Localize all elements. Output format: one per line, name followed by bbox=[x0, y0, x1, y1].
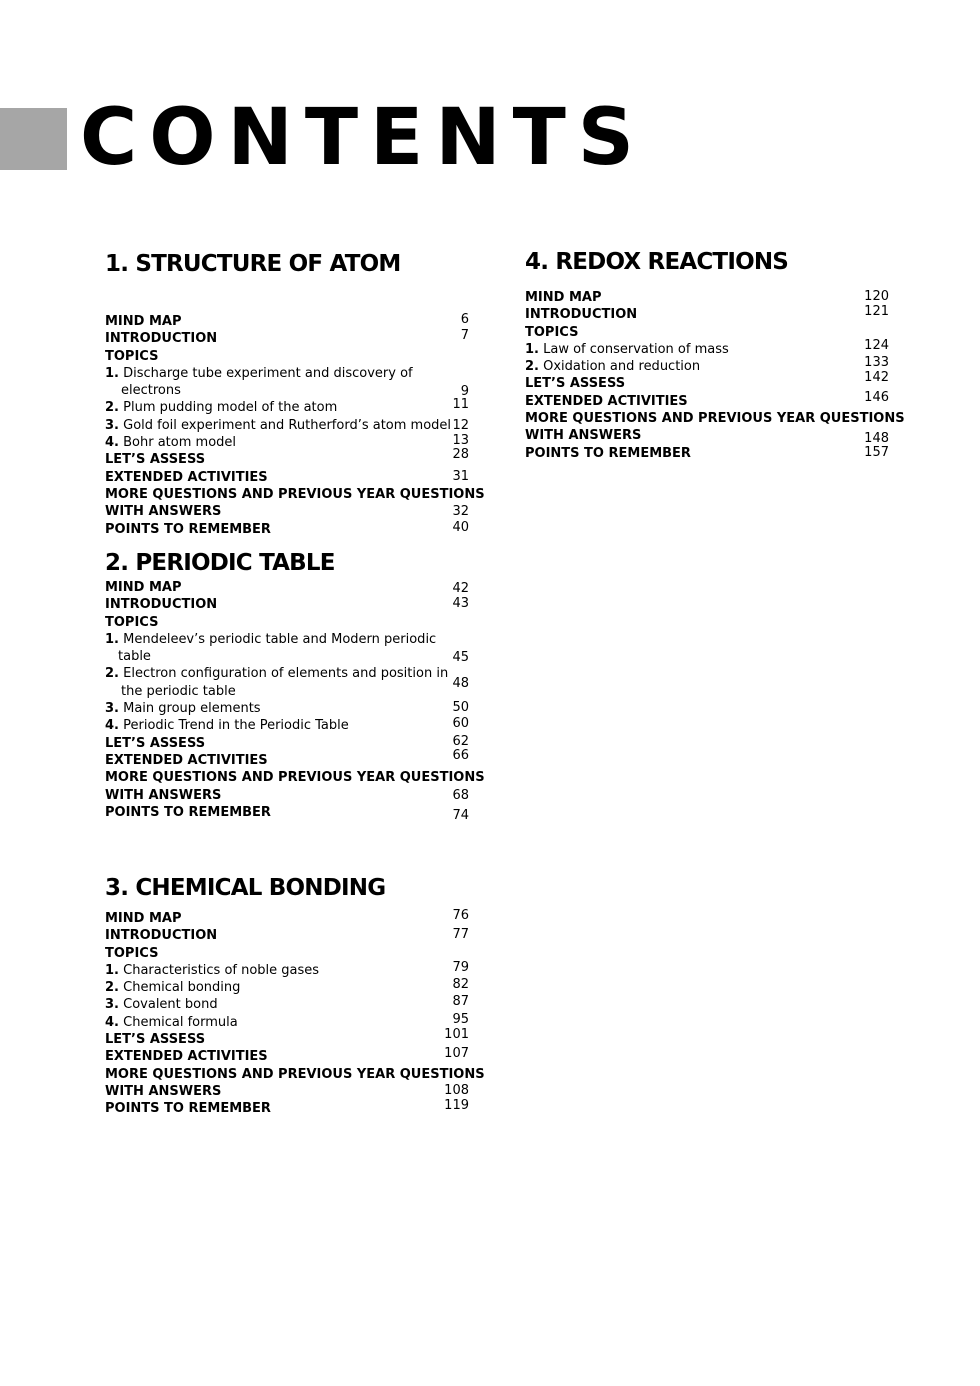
toc-entry-mind-map[interactable]: MIND MAP 6 bbox=[105, 312, 469, 329]
page-number: 62 bbox=[452, 733, 469, 749]
toc-entry-topic[interactable]: 3. Covalent bond 87 bbox=[105, 994, 469, 1013]
page-number: 28 bbox=[452, 447, 469, 463]
toc-entry-topic[interactable]: 2. Oxidation and reduction 133 bbox=[525, 355, 889, 375]
toc-entry-topic[interactable]: 4. Periodic Trend in the Periodic Table 60 bbox=[105, 716, 469, 734]
toc-entry-points-to-remember[interactable]: POINTS TO REMEMBER 119 bbox=[105, 1098, 469, 1117]
page-number: 43 bbox=[452, 596, 469, 612]
toc-entry-topic[interactable]: 2. Plum pudding model of the atom 11 bbox=[105, 397, 469, 416]
page-number: 45 bbox=[452, 650, 469, 666]
toc-entry-extended-activities[interactable]: EXTENDED ACTIVITIES 66 bbox=[105, 747, 469, 768]
toc-entry-lets-assess[interactable]: LET’S ASSESS 142 bbox=[525, 370, 889, 392]
page-number: 108 bbox=[444, 1083, 469, 1099]
page-number: 12 bbox=[452, 417, 469, 433]
section-structure-of-atom bbox=[105, 250, 485, 538]
toc-entry-lets-assess[interactable]: LET’S ASSESS 28 bbox=[105, 447, 469, 468]
page-title: CONTENTS bbox=[80, 93, 646, 183]
accent-block bbox=[0, 108, 67, 170]
page-number: 142 bbox=[864, 370, 889, 386]
page-number: 79 bbox=[452, 959, 469, 975]
page-number: 74 bbox=[452, 807, 469, 823]
toc-entry-topic[interactable]: 2. Chemical bonding 82 bbox=[105, 977, 469, 996]
toc-entry-topic[interactable]: 1. Characteristics of noble gases 79 bbox=[105, 959, 469, 978]
page-number: 7 bbox=[460, 328, 469, 344]
page-number: 50 bbox=[452, 700, 469, 716]
toc-entry-topics: TOPICS bbox=[105, 348, 159, 364]
toc-entry-more-questions[interactable]: MORE QUESTIONS AND PREVIOUS YEAR QUESTIONS WITH ANSWERS 148 bbox=[525, 411, 905, 446]
toc-entry-mind-map[interactable]: MIND MAP 76 bbox=[105, 908, 469, 926]
toc-entry-topic[interactable]: 1. Mendeleev’s periodic table and Modern periodic table 45 bbox=[105, 631, 469, 666]
page-number: 40 bbox=[452, 519, 469, 535]
page-number: 121 bbox=[864, 304, 889, 320]
toc-entry-extended-activities[interactable]: EXTENDED ACTIVITIES 146 bbox=[525, 389, 889, 409]
page-number: 157 bbox=[864, 444, 889, 460]
page-number: 82 bbox=[452, 977, 469, 993]
page-number: 9 bbox=[460, 384, 469, 400]
page-number: 13 bbox=[452, 433, 469, 449]
toc-entry-mind-map[interactable]: MIND MAP 120 bbox=[525, 289, 889, 305]
toc-entry-mind-map[interactable]: MIND MAP 42 bbox=[105, 580, 469, 596]
page-number: 31 bbox=[452, 468, 469, 484]
toc-entry-points-to-remember[interactable]: POINTS TO REMEMBER 74 bbox=[105, 804, 469, 823]
toc-entry-more-questions[interactable]: MORE QUESTIONS AND PREVIOUS YEAR QUESTIONS WITH ANSWERS 108 bbox=[105, 1066, 485, 1099]
toc-entry-lets-assess[interactable]: LET’S ASSESS 62 bbox=[105, 733, 469, 751]
section-heading: 4. REDOX REACTIONS bbox=[525, 249, 789, 275]
toc-entry-topics: TOPICS bbox=[525, 324, 579, 340]
section-heading: 3. CHEMICAL BONDING bbox=[105, 875, 386, 901]
section-chemical-bonding bbox=[105, 874, 485, 1118]
toc-entry-topics: TOPICS bbox=[105, 614, 159, 630]
page-number: 32 bbox=[452, 503, 469, 519]
page-number: 87 bbox=[452, 994, 469, 1010]
toc-entry-extended-activities[interactable]: EXTENDED ACTIVITIES 31 bbox=[105, 468, 469, 485]
toc-entry-more-questions[interactable]: MORE QUESTIONS AND PREVIOUS YEAR QUESTIONS WITH ANSWERS 32 bbox=[105, 486, 485, 520]
page-number: 11 bbox=[452, 397, 469, 413]
page-number: 68 bbox=[452, 787, 469, 803]
page-number: 6 bbox=[460, 312, 469, 327]
toc-entry-extended-activities[interactable]: EXTENDED ACTIVITIES 107 bbox=[105, 1046, 469, 1065]
toc-entry-topic[interactable]: 3. Gold foil experiment and Rutherford’s atom model 12 bbox=[105, 417, 469, 433]
page-number: 107 bbox=[444, 1046, 469, 1062]
page-number: 66 bbox=[452, 747, 469, 763]
toc-entry-points-to-remember[interactable]: POINTS TO REMEMBER 40 bbox=[105, 519, 469, 537]
toc-entry-introduction[interactable]: INTRODUCTION 77 bbox=[105, 927, 469, 944]
toc-entry-topic[interactable]: 1. Discharge tube experiment and discovery of electrons 9 bbox=[105, 365, 469, 400]
page-number: 124 bbox=[864, 337, 889, 353]
toc-entry-lets-assess[interactable]: LET’S ASSESS 101 bbox=[105, 1027, 469, 1048]
toc-entry-more-questions[interactable]: MORE QUESTIONS AND PREVIOUS YEAR QUESTIONS WITH ANSWERS 68 bbox=[105, 770, 485, 803]
page-number: 119 bbox=[444, 1098, 469, 1114]
page-number: 42 bbox=[452, 581, 469, 596]
toc-entry-topic[interactable]: 1. Law of conservation of mass 124 bbox=[525, 337, 889, 357]
toc-entry-introduction[interactable]: INTRODUCTION 121 bbox=[525, 304, 889, 323]
section-heading: 2. PERIODIC TABLE bbox=[105, 550, 335, 576]
page-number: 148 bbox=[864, 430, 889, 446]
toc-entry-topic[interactable]: 3. Main group elements 50 bbox=[105, 700, 469, 717]
toc-entry-introduction[interactable]: INTRODUCTION 7 bbox=[105, 328, 469, 347]
page-number: 48 bbox=[452, 676, 469, 692]
page-number: 95 bbox=[452, 1011, 469, 1027]
page-number: 146 bbox=[864, 389, 889, 405]
toc-entry-topic[interactable]: 2. Electron configuration of elements and position in the periodic table 48 bbox=[105, 666, 469, 699]
page-number: 77 bbox=[452, 927, 469, 943]
page-number: 76 bbox=[452, 908, 469, 923]
toc-entry-topic[interactable]: 4. Chemical formula 95 bbox=[105, 1011, 469, 1030]
section-redox-reactions bbox=[525, 248, 905, 462]
toc-entry-topics: TOPICS bbox=[105, 945, 159, 961]
page-number: 120 bbox=[864, 289, 889, 304]
section-periodic-table bbox=[105, 549, 485, 823]
page-number: 101 bbox=[444, 1027, 469, 1043]
toc-entry-points-to-remember[interactable]: POINTS TO REMEMBER 157 bbox=[525, 444, 889, 461]
toc-entry-introduction[interactable]: INTRODUCTION 43 bbox=[105, 596, 469, 613]
page-number: 133 bbox=[864, 355, 889, 371]
toc-entry-topic[interactable]: 4. Bohr atom model 13 bbox=[105, 433, 469, 451]
page-number: 60 bbox=[452, 716, 469, 732]
section-heading: 1. STRUCTURE OF ATOM bbox=[105, 251, 401, 277]
